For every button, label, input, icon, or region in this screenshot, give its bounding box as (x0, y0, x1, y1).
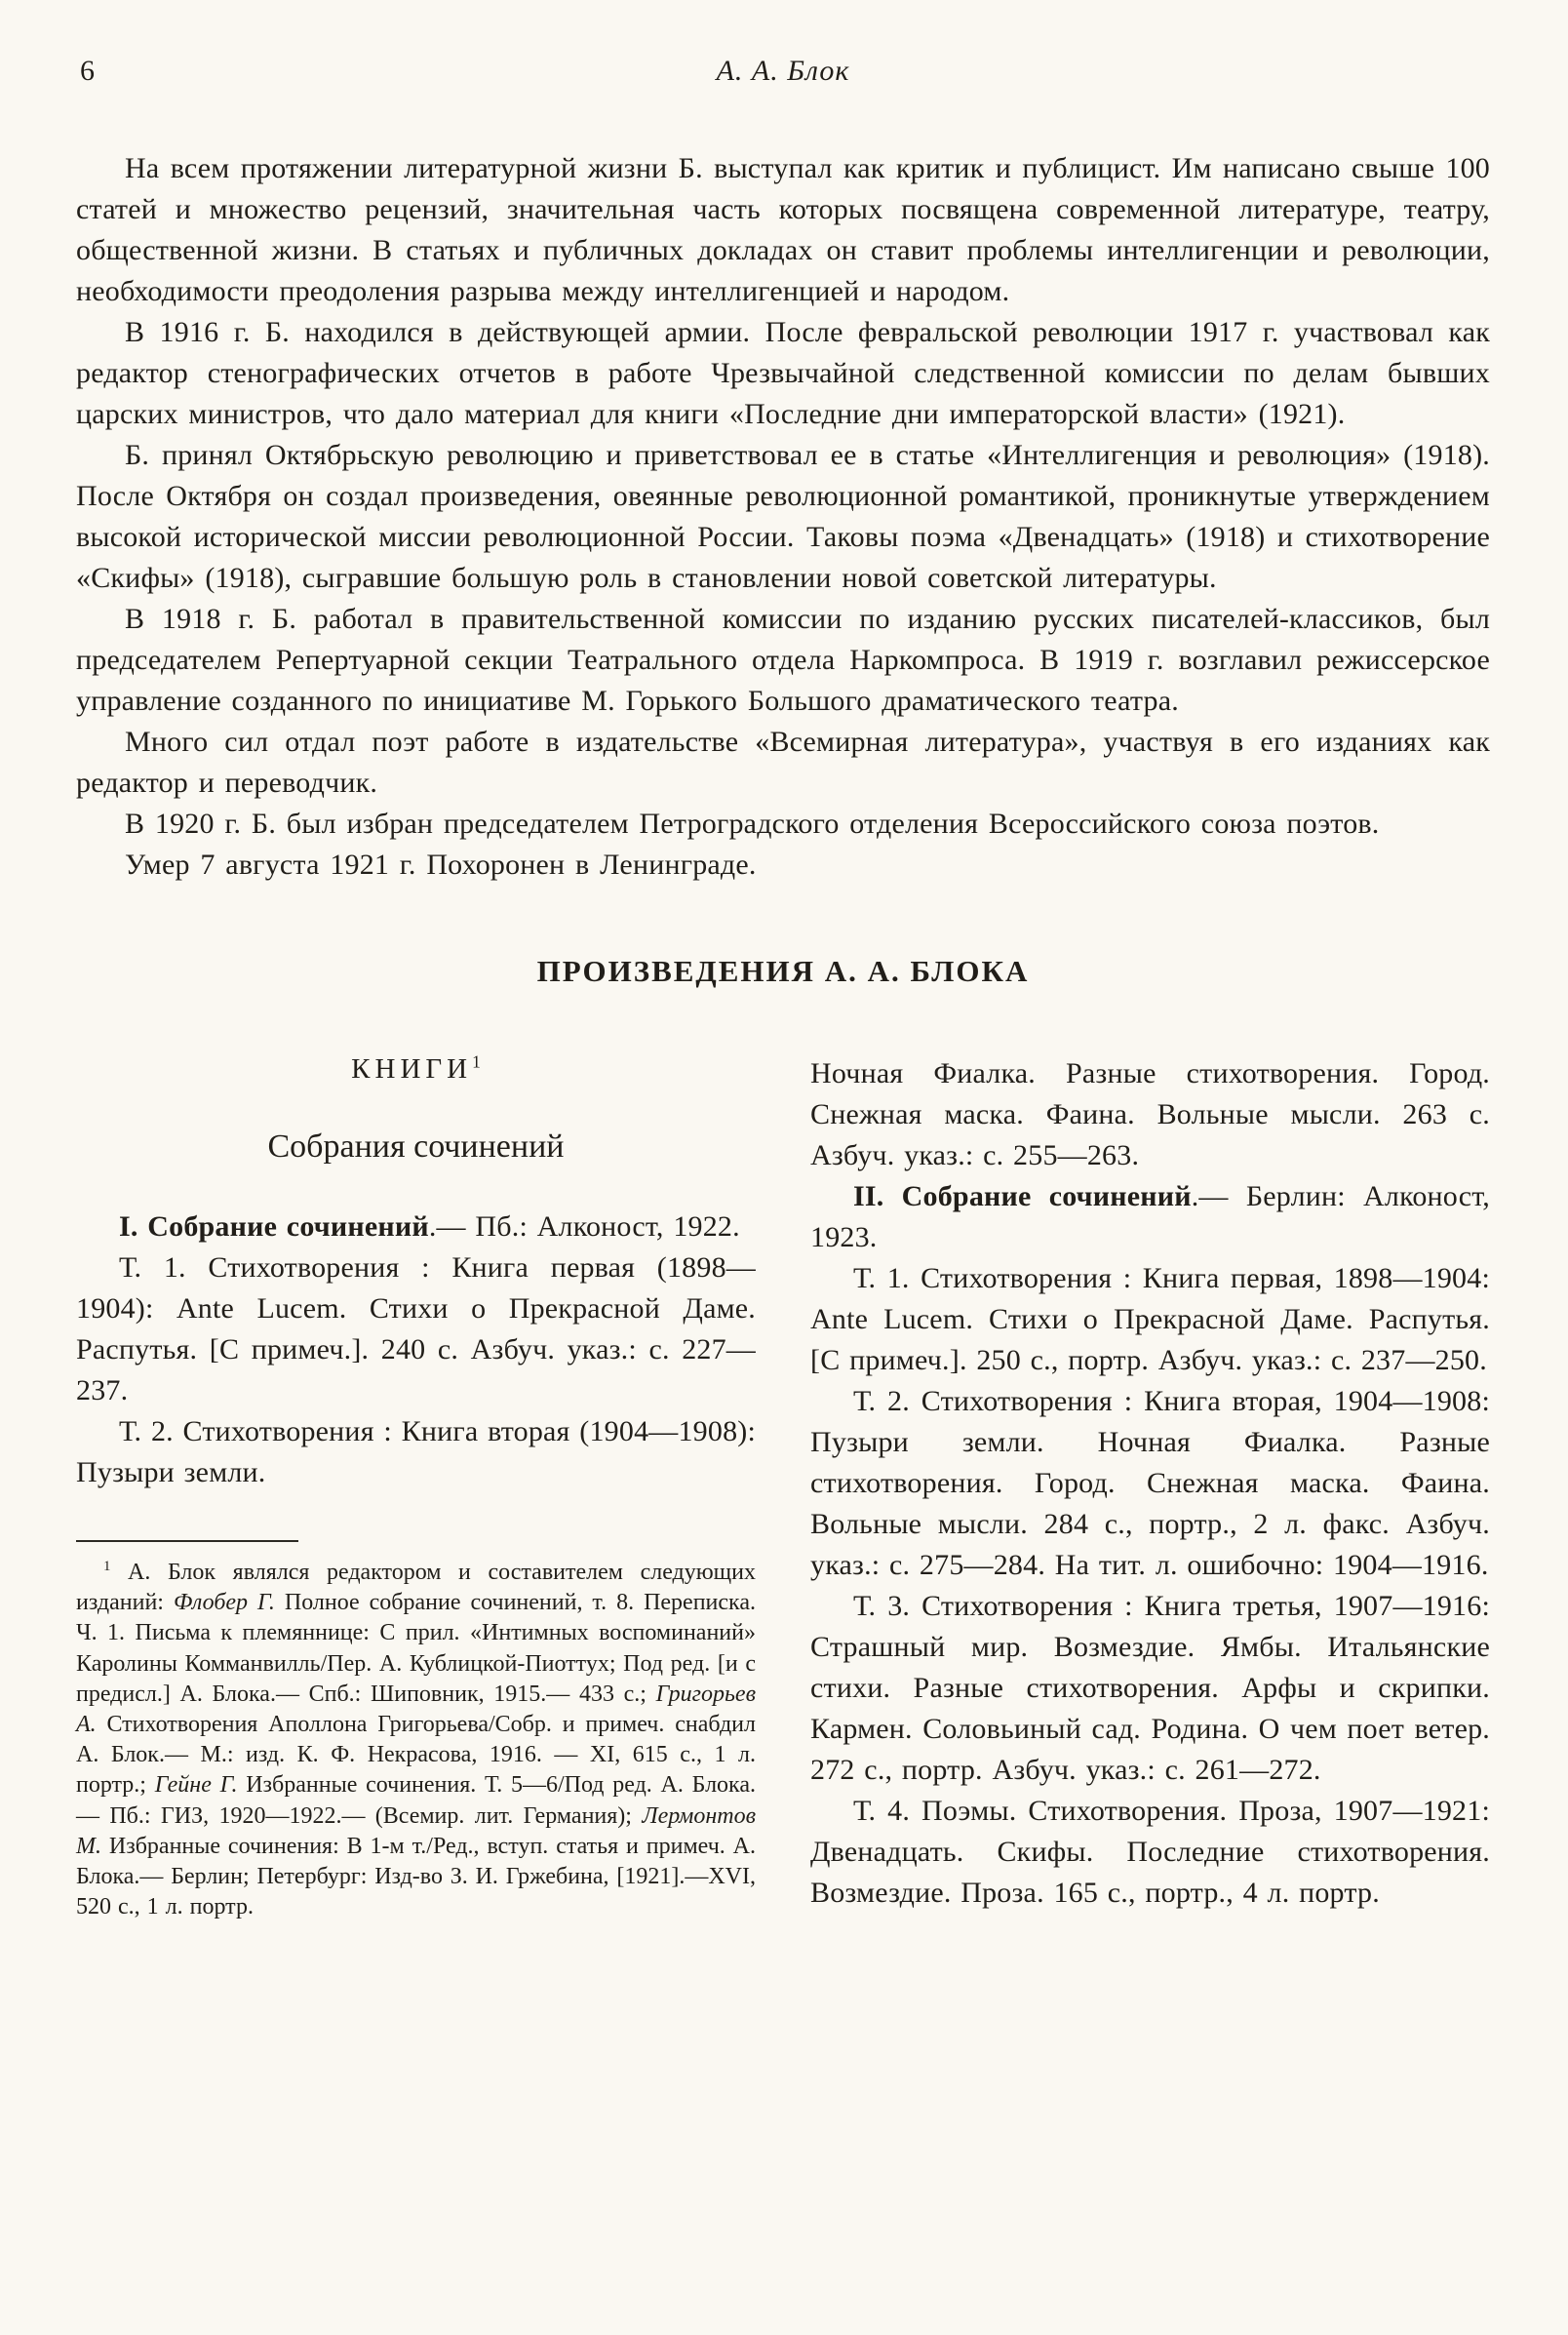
left-column (76, 1053, 756, 1922)
entry-vol-2: Т. 2. Стихотворения : Книга вторая (1904—1908): Пузыри земли. (76, 1415, 756, 1488)
footnote-mark: 1 (103, 1559, 111, 1574)
running-title: А. А. Блок (716, 55, 850, 87)
footnote-author-name: Гейне Г. (154, 1772, 238, 1799)
entry-vol-3-right: Т. 3. Стихотворения : Книга третья, 1907—1916: Страшный мир. Возмездие. Ямбы. Итальянские стихи. Разные стихотворения. Арфы и скрипки. Кармен. Соловьиный сад. Родина. О чем поет ветер. 272 с., портр. Азбуч. указ.: с. 261—272. (810, 1590, 1490, 1786)
entry-collection-2-lead: II. Собрание сочинений (853, 1180, 1192, 1212)
footnote-segment: Стихотворения Аполлона Григорьева/Собр. и примеч. снабдил А. Блок.— М.: изд. К. Ф. Некрасова, 1916. — XI, 615 с., 1 л. портр.; (76, 1711, 756, 1799)
footnote-segment: Избранные сочинения. Т. 5—6/Под ред. А. Блока.— Пб.: ГИЗ, 1920—1922.— (Всемир. лит. Германия); (76, 1772, 757, 1829)
books-heading (76, 1053, 756, 1086)
intro-paragraph-6: В 1920 г. Б. был избран председателем Петроградского отделения Всероссийского союза поэтов. (125, 808, 1380, 840)
footnote (76, 1540, 756, 1922)
intro-paragraph-5: Много сил отдал поэт работе в издательстве «Всемирная литература», участвуя в его изданиях как редактор и переводчик. (76, 726, 1490, 799)
books-subheading: Собрания сочинений (267, 1128, 565, 1165)
footnote-author-name: Лермонтов М. (76, 1802, 756, 1859)
works-section-title: ПРОИЗВЕДЕНИЯ А. А. БЛОКА (536, 954, 1030, 988)
entry-vol-2-continuation: Ночная Фиалка. Разные стихотворения. Город. Снежная маска. Фаина. Вольные мысли. 263 с. Азбуч. указ.: с. 255—263. (810, 1057, 1490, 1171)
footnote-segment: Избранные сочинения: В 1-м т./Ред., вступ. статья и примеч. А. Блока.— Берлин; Петербург: Изд-во З. И. Гржебина, [1921].—XVI, 520 с., 1 л. портр. (76, 1833, 756, 1920)
books-heading-text: КНИГИ (351, 1053, 473, 1085)
footnote-rule (76, 1540, 298, 1542)
entry-collection-1-lead: I. Собрание сочинений (119, 1210, 429, 1243)
intro-paragraph-4: В 1918 г. Б. работал в правительственной комиссии по изданию русских писателей-классиков, был председателем Репертуарной секции Театрального отдела Наркомпроса. В 1919 г. возглавил режиссерское управление созданного по инициативе М. Горького Большого драматического театра. (76, 603, 1490, 717)
entry-collection-1 (76, 1207, 756, 1247)
footnote-text (76, 1558, 756, 1922)
footnote-ref-mark: 1 (472, 1051, 481, 1072)
right-column (810, 1053, 1490, 1914)
entry-vol-4-right: Т. 4. Поэмы. Стихотворения. Проза, 1907—1921: Двенадцать. Скифы. Последние стихотворения. Возмездие. Проза. 165 с., портр., 4 л. портр. (810, 1795, 1490, 1909)
footnote-author-name: Флобер Г. (173, 1590, 275, 1616)
entry-vol-2-right: Т. 2. Стихотворения : Книга вторая, 1904—1908: Пузыри земли. Ночная Фиалка. Разные стихотворения. Город. Снежная маска. Фаина. Вольные мысли. 284 с., портр., 2 л. факс. Азбуч. указ.: с. 275—284. На тит. л. ошибочно: 1904—1916. (810, 1385, 1490, 1581)
entry-vol-1-right: Т. 1. Стихотворения : Книга первая, 1898—1904: Ante Lucem. Стихи о Прекрасной Даме. Распутья. [С примеч.]. 250 с., портр. Азбуч. указ.: с. 237—250. (810, 1262, 1490, 1376)
entry-collection-1-rest: .— Пб.: Алконост, 1922. (428, 1210, 740, 1243)
intro-paragraph-3: Б. принял Октябрьскую революцию и приветствовал ее в статье «Интеллигенция и революция» (1918). После Октября он создал произведения, овеянные революционной романтикой, проникнутые утверждением высокой исторической миссии революционной России. Таковы поэма «Двенадцать» (1918) и стихотворение «Скифы» (1918), сыгравшие большую роль в становлении новой советской литературы. (76, 439, 1490, 594)
intro-paragraph-2: В 1916 г. Б. находился в действующей армии. После февральской революции 1917 г. участвовал как редактор стенографических отчетов в работе Чрезвычайной следственной комиссии по делам бывших царских министров, что дало материал для книги «Последние дни императорской власти» (1921). (76, 316, 1490, 430)
page-number: 6 (80, 55, 95, 87)
entry-collection-2-rest: .— Берлин: Алконост, 1923. (810, 1180, 1490, 1253)
entry-vol-1: Т. 1. Стихотворения : Книга первая (1898—1904): Ante Lucem. Стихи о Прекрасной Даме. Распутья. [С примеч.]. 240 с. Азбуч. указ.: с. 227—237. (76, 1251, 756, 1406)
intro-paragraph-1: На всем протяжении литературной жизни Б. выступал как критик и публицист. Им написано свыше 100 статей и множество рецензий, значительная часть которых посвящена современной литературе, театру, общественной жизни. В статьях и публичных докладах он ставит проблемы интеллигенции и революции, необходимости преодоления разрыва между интеллигенцией и народом. (76, 152, 1490, 307)
page-header (76, 55, 1490, 96)
footnote-author-name: Григорьев А. (76, 1681, 756, 1737)
footnote-segment: Полное собрание сочинений, т. 8. Переписка. Ч. 1. Письма к племяннице: С прил. «Интимных воспоминаний» Каролины Комманвилль/Пер. А. Кублицкой-Пиоттух; Под ред. [и с предисл.] А. Блока.— Спб.: Шиповник, 1915.— 433 с.; (76, 1590, 756, 1707)
intro-paragraph-7: Умер 7 августа 1921 г. Похоронен в Ленинграде. (125, 849, 757, 881)
books-columns (76, 1053, 1490, 1922)
entry-collection-2 (810, 1176, 1490, 1258)
intro-section (76, 148, 1490, 886)
footnote-segment: А. Блок являлся редактором и составителем следующих изданий: (76, 1560, 756, 1616)
